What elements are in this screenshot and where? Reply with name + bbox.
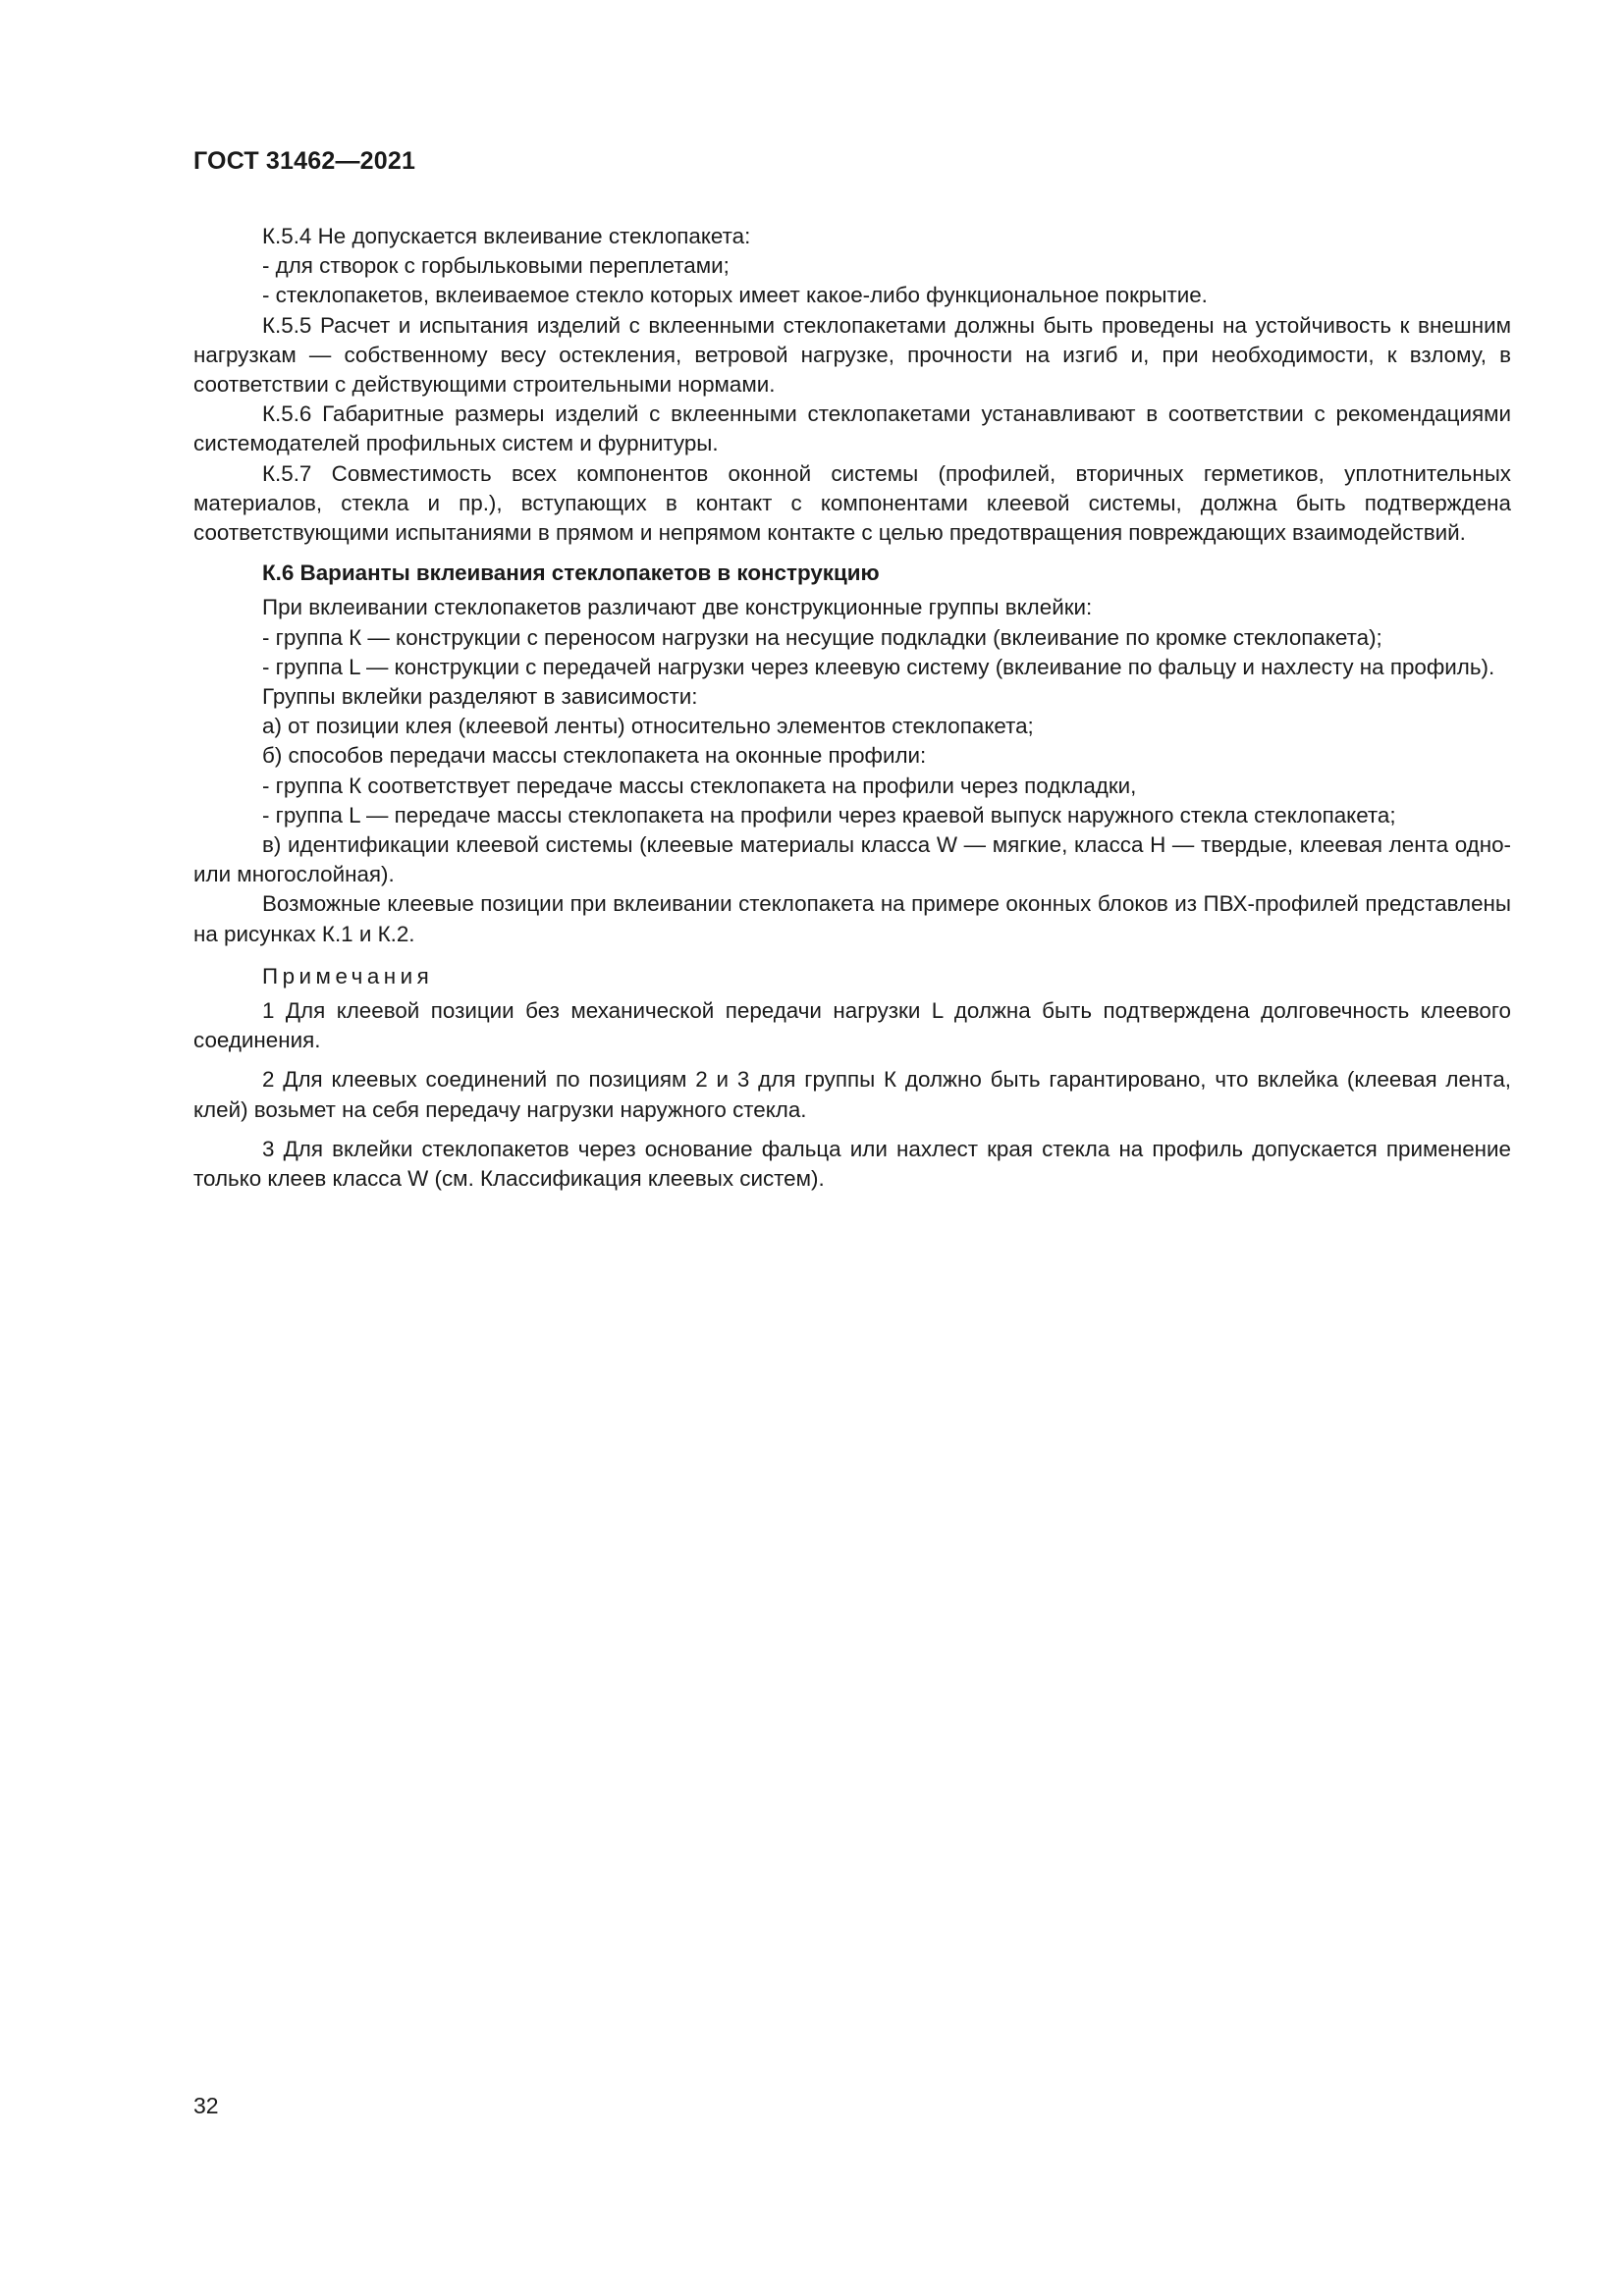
paragraph-k55: К.5.5 Расчет и испытания изделий с вклеенными стеклопакетами должны быть проведены на устойчивость к внешним нагрузкам — собственному весу остекления, ветровой нагрузке, прочности на изгиб и, при необходимости, к взлому, в соответствии с действующими строительными нормами. (193, 312, 1511, 398)
paragraph-division-intro: Группы вклейки разделяют в зависимости: (262, 684, 698, 710)
page-number: 32 (193, 2093, 219, 2118)
list-item-k54-1: - для створок с горбыльковыми переплетами; (262, 253, 730, 279)
document-header: ГОСТ 31462—2021 (193, 147, 416, 175)
document-body (193, 222, 1511, 1203)
note-1: 1 Для клеевой позиции без механической передачи нагрузки L должна быть подтверждена долговечность клеевого соединения. (193, 998, 1511, 1053)
list-item-k54-2: - стеклопакетов, вклеиваемое стекло которых имеет какое-либо функциональное покрытие. (262, 283, 1208, 308)
paragraph-k6-intro: При вклеивании стеклопакетов различают две конструкционные группы вклейки: (262, 595, 1093, 620)
paragraph-k54-intro: К.5.4 Не допускается вклеивание стеклопакета: (262, 224, 751, 248)
list-item-group-k: - группа К — конструкции с переносом нагрузки на несущие подкладки (вклеивание по кромке стеклопакета); (262, 624, 1382, 650)
paragraph-k56: К.5.6 Габаритные размеры изделий с вклеенными стеклопакетами устанавливают в соответствии с рекомендациями системодателей профильных систем и фурнитуры. (193, 401, 1511, 456)
list-item-division-b: б) способов передачи массы стеклопакета на оконные профили: (262, 743, 927, 769)
list-item-division-c: в) идентификации клеевой системы (клеевые материалы класса W — мягкие, класса Н — твердые, клеевая лента одно- или многослойная). (193, 832, 1511, 887)
list-item-group-l: - группа L — конструкции с передачей нагрузки через клеевую систему (вклеивание по фальцу и нахлесту на профиль). (262, 654, 1495, 679)
list-item-division-a: а) от позиции клея (клеевой ленты) относительно элементов стеклопакета; (262, 714, 1034, 739)
list-item-division-b-1: - группа К соответствует передаче массы стеклопакета на профили через подкладки, (262, 773, 1137, 798)
note-2: 2 Для клеевых соединений по позициям 2 и 3 для группы К должно быть гарантировано, что вклейка (клеевая лента, клей) возьмет на себя передачу нагрузки наружного стекла. (193, 1067, 1511, 1122)
list-item-division-b-2: - группа L — передаче массы стеклопакета на профили через краевой выпуск наружного стекла стеклопакета; (262, 802, 1396, 828)
section-title-k6: К.6 Варианты вклеивания стеклопакетов в конструкцию (262, 561, 880, 586)
paragraph-possible-positions: Возможные клеевые позиции при вклеивании стеклопакета на примере оконных блоков из ПВХ-профилей представлены на рисунках К.1 и К.2. (193, 891, 1511, 946)
notes-title: Примечания (262, 963, 434, 988)
paragraph-k57: К.5.7 Совместимость всех компонентов оконной системы (профилей, вторичных герметиков, уплотнительных материалов, стекла и пр.), вступающих в контакт с компонентами клеевой системы, должна быть подтверждена соответствующими испытаниями в прямом и непрямом контакте с целью предотвращения повреждающих взаимодействий. (193, 460, 1511, 546)
note-3: 3 Для вклейки стеклопакетов через основание фальца или нахлест края стекла на профиль допускается применение только клеев класса W (см. Классификация клеевых систем). (193, 1136, 1511, 1192)
